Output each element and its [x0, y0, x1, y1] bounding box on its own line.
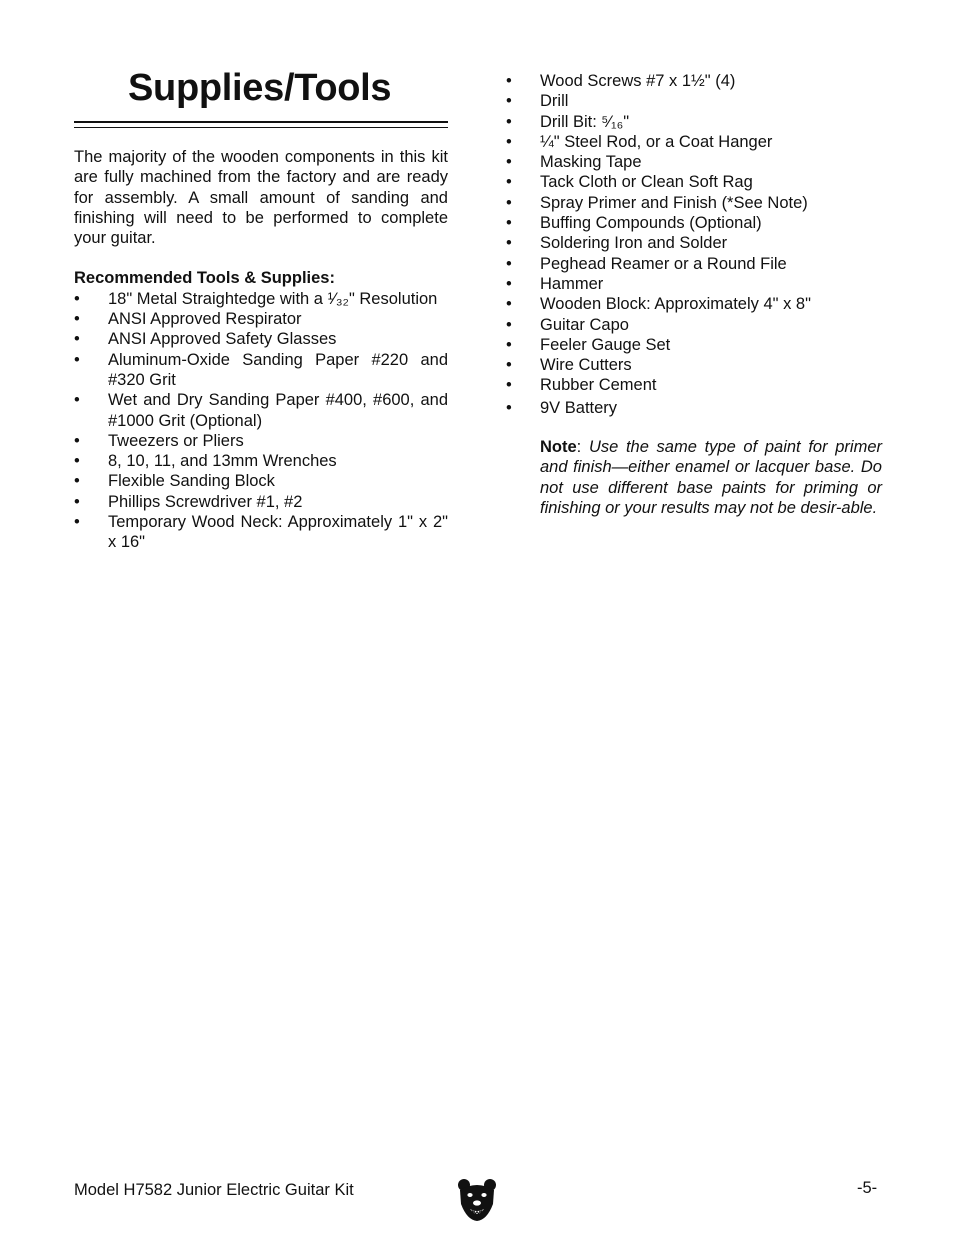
list-item-text: Tweezers or Pliers: [108, 431, 244, 450]
bullet-icon: •: [506, 72, 512, 90]
right-supplies-list: [506, 71, 882, 418]
list-item-text: Soldering Iron and Solder: [540, 234, 728, 253]
list-item-text: Wooden Block: Approximately 4" x 8": [540, 295, 811, 314]
left-column: [74, 64, 448, 553]
list-item-text: Drill Bit: ⁵⁄₁₆": [540, 112, 630, 131]
list-item: [506, 254, 882, 274]
bullet-icon: •: [506, 274, 512, 293]
footer-model: Model H7582 Junior Electric Guitar Kit: [74, 1181, 354, 1199]
list-item-text: Masking Tape: [540, 153, 642, 172]
list-item: [506, 355, 882, 375]
list-item: [506, 294, 882, 314]
bullet-icon: •: [506, 193, 512, 212]
bullet-icon: •: [506, 153, 512, 172]
list-item: [506, 375, 882, 395]
bullet-icon: •: [506, 132, 512, 151]
bullet-icon: •: [74, 310, 80, 329]
list-item: [506, 274, 882, 294]
list-item: [506, 315, 882, 335]
bullet-icon: •: [506, 295, 512, 314]
list-item: [506, 172, 882, 192]
bullet-icon: •: [74, 330, 80, 349]
title-rule: [74, 121, 448, 123]
list-item-text: Guitar Capo: [540, 315, 629, 334]
list-item-text: Wet and Dry Sanding Paper #400, #600, and #1000 Grit (Optional): [108, 391, 448, 430]
list-item: [74, 451, 448, 471]
list-item: [506, 71, 882, 91]
list-item: [506, 152, 882, 172]
list-item: [74, 289, 448, 309]
list-item-text: Tack Cloth or Clean Soft Rag: [540, 173, 753, 192]
list-item-text: Phillips Screwdriver #1, #2: [108, 492, 303, 511]
list-item-text: Flexible Sanding Block: [108, 472, 275, 491]
list-item-text: Aluminum-Oxide Sanding Paper #220 and #320 Grit: [108, 350, 448, 389]
page-title: Supplies/Tools: [128, 67, 392, 109]
bullet-icon: •: [74, 391, 80, 410]
list-item: [74, 309, 448, 329]
list-item-text: ANSI Approved Safety Glasses: [108, 330, 337, 349]
note-paragraph: [540, 437, 882, 518]
bullet-icon: •: [74, 492, 80, 511]
list-item: [506, 398, 882, 418]
list-item-text: Wire Cutters: [540, 356, 632, 375]
list-item: [506, 213, 882, 233]
bullet-icon: •: [506, 173, 512, 192]
list-item: [74, 350, 448, 391]
section-subheading: Recommended Tools & Supplies:: [74, 269, 335, 288]
list-item: [74, 431, 448, 451]
list-item-text: 9V Battery: [540, 398, 618, 417]
title-rule-thin: [74, 127, 448, 128]
bullet-icon: •: [506, 112, 512, 131]
list-item-text: Temporary Wood Neck: Approximately 1" x 2" x 16": [108, 513, 448, 552]
list-item: [506, 335, 882, 355]
bullet-icon: •: [506, 376, 512, 395]
bullet-icon: •: [74, 452, 80, 471]
intro-paragraph: The majority of the wooden components in this kit are fully machined from the factory and are ready for assembly. A small amount of sanding and finishing will need to be performed to complete your guitar.: [74, 148, 448, 248]
list-item: [74, 512, 448, 553]
list-item-text: ANSI Approved Respirator: [108, 310, 302, 329]
bullet-icon: •: [506, 356, 512, 375]
list-item: [506, 112, 882, 132]
list-item-text: Rubber Cement: [540, 376, 657, 395]
bullet-icon: •: [506, 335, 512, 354]
list-item: [506, 132, 882, 152]
list-item-text: Drill: [540, 92, 569, 111]
list-item-text: Hammer: [540, 274, 604, 293]
right-column: [506, 71, 882, 518]
bear-head-logo-icon: [457, 1178, 497, 1222]
list-item-text: Spray Primer and Finish (*See Note): [540, 193, 808, 212]
list-item-text: 8, 10, 11, and 13mm Wrenches: [108, 452, 337, 471]
note-label: Note: [540, 438, 577, 457]
bullet-icon: •: [506, 254, 512, 273]
list-item-text: Peghead Reamer or a Round File: [540, 254, 787, 273]
list-item-text: 18" Metal Straightedge with a ¹⁄₃₂" Resolution: [108, 289, 438, 308]
bullet-icon: •: [506, 398, 512, 417]
left-supplies-list: [74, 289, 448, 553]
list-item: [506, 233, 882, 253]
bullet-icon: •: [74, 289, 80, 308]
bullet-icon: •: [506, 315, 512, 334]
list-item: [74, 471, 448, 491]
bullet-icon: •: [74, 350, 80, 369]
list-item: [74, 390, 448, 431]
list-item-text: Wood Screws #7 x 1½" (4): [540, 72, 736, 90]
footer-page-number: -5-: [857, 1179, 878, 1197]
bullet-icon: •: [74, 513, 80, 532]
bullet-icon: •: [506, 214, 512, 233]
bullet-icon: •: [74, 472, 80, 491]
list-item: [506, 91, 882, 111]
bullet-icon: •: [506, 92, 512, 111]
list-item: [74, 492, 448, 512]
list-item: [506, 193, 882, 213]
note-separator: :: [576, 438, 582, 457]
note-text: Use the same type of paint for primer and finish—either enamel or lacquer base. Do not use different base paints for priming or finishing or your results may not be desir-able.: [540, 438, 882, 517]
bullet-icon: •: [74, 431, 80, 450]
list-item-text: Buffing Compounds (Optional): [540, 214, 762, 233]
bullet-icon: •: [506, 234, 512, 253]
list-item: [74, 329, 448, 349]
list-item-text: ¼" Steel Rod, or a Coat Hanger: [540, 132, 773, 151]
list-item-text: Feeler Gauge Set: [540, 335, 671, 354]
